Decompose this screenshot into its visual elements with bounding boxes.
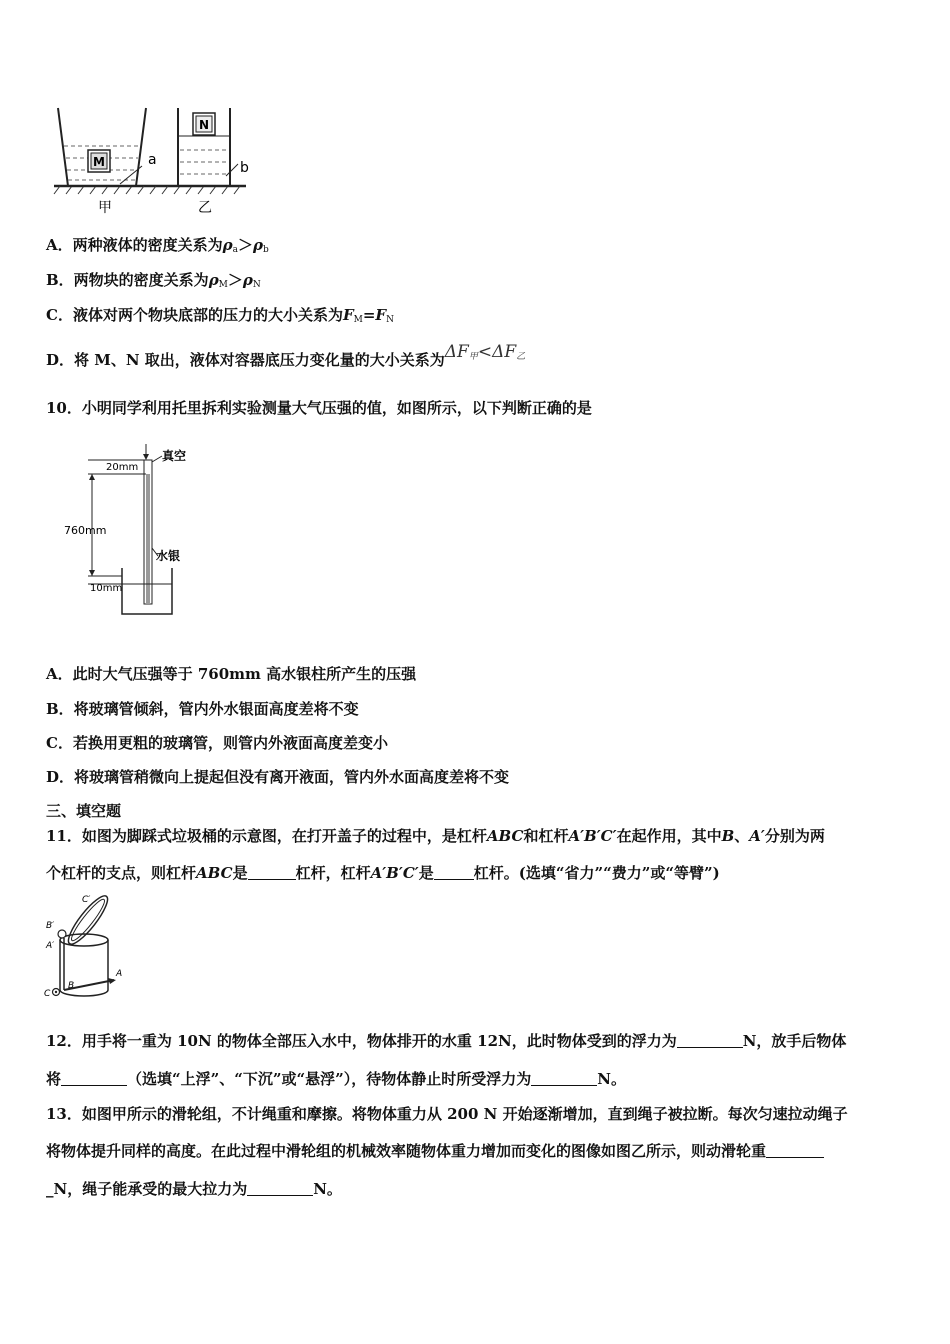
q9-option-a: A．两种液体的密度关系为$\rho_a>\rho_b$ [46, 236, 269, 255]
q12-blank-1[interactable] [677, 1033, 743, 1048]
q9-option-d: D．将 M、N 取出，液体对容器底压力变化量的大小关系为$\Delta F_甲<\Delta F_乙$ [46, 342, 526, 369]
figure-containers [50, 100, 260, 218]
q13-line1: 13．如图甲所示的滑轮组，不计绳重和摩擦。将物体重力从 200 N 开始逐渐增加，直到绳子被拉断。每次匀速拉动绳子 [46, 1105, 848, 1123]
figure-trash-can [44, 890, 134, 1008]
q11-blank-2[interactable] [434, 865, 474, 880]
q11-blank-1[interactable] [248, 865, 296, 880]
fig-label-b: b [240, 160, 249, 176]
q12-line2: 将 （选填“上浮”、“下沉”或“悬浮”），待物体静止时所受浮力为 N。 [46, 1070, 627, 1088]
trash-label-a1: A′ [46, 941, 55, 951]
torricelli-760mm-label: 760mm [64, 524, 107, 537]
torricelli-mercury-label: 水银 [156, 549, 181, 563]
q10-option-c: C．若换用更粗的玻璃管，则管内外液面高度差变小 [46, 734, 388, 752]
fig-label-a: a [148, 152, 157, 168]
q13-line2: 将物体提升同样的高度。在此过程中滑轮组的机械效率随物体重力增加而变化的图像如图乙所示，则动滑轮重 [46, 1141, 824, 1161]
q10-option-b: B．将玻璃管倾斜，管内外水银面高度差将不变 [46, 700, 359, 718]
trash-label-a: A [116, 969, 123, 979]
q12-blank-3[interactable] [531, 1071, 597, 1086]
q13-blank-1[interactable] [766, 1143, 824, 1158]
q10-option-a: A．此时大气压强等于 760mm 高水银柱所产生的压强 [46, 665, 417, 683]
q10-stem: 10．小明同学利用托里拆利实验测量大气压强的值，如图所示，以下判断正确的是 [46, 399, 592, 417]
q11-line1: 11．如图为脚踩式垃圾桶的示意图，在打开盖子的过程中，是杠杆ABC和杠杆A′B′C′在起作用，其中B、A′分别为两 [46, 827, 825, 845]
trash-label-b: B [68, 981, 75, 991]
q11-line2: 个杠杆的支点，则杠杆ABC是 杠杆，杠杆A′B′C′是 杠杆。(选填“省力”“费力”或“等臂”) [46, 864, 720, 882]
torricelli-10mm-label: 10mm [90, 583, 123, 594]
q10-option-d: D．将玻璃管稍微向上提起但没有离开液面，管内外水面高度差将不变 [46, 768, 510, 786]
q9-option-c: C．液体对两个物块底部的压力的大小关系为$F_M=F_N$ [46, 306, 394, 325]
q13-line3: _N，绳子能承受的最大拉力为 N。 [46, 1180, 342, 1198]
q12-blank-2[interactable] [61, 1071, 127, 1086]
fig-caption-yi: 乙 [198, 200, 212, 216]
fig-caption-jia: 甲 [98, 200, 112, 216]
fig-label-n: N [198, 118, 210, 132]
torricelli-20mm-label: 20mm [106, 462, 139, 473]
q9-option-b: B．两物块的密度关系为$\rho_M>\rho_N$ [46, 271, 261, 290]
q12-line1: 12．用手将一重为 10N 的物体全部压入水中，物体排开的水重 12N，此时物体受到的浮力为 N，放手后物体 [46, 1032, 847, 1050]
trash-label-c: C [44, 989, 51, 999]
figure-torricelli [60, 444, 210, 624]
trash-label-b1: B′ [46, 921, 55, 931]
fig-label-m: M [93, 155, 105, 169]
trash-label-c1: C′ [82, 895, 91, 905]
q13-blank-2[interactable] [247, 1181, 313, 1196]
torricelli-vacuum-label: 真空 [162, 449, 187, 463]
section-heading: 三、填空题 [46, 802, 122, 820]
